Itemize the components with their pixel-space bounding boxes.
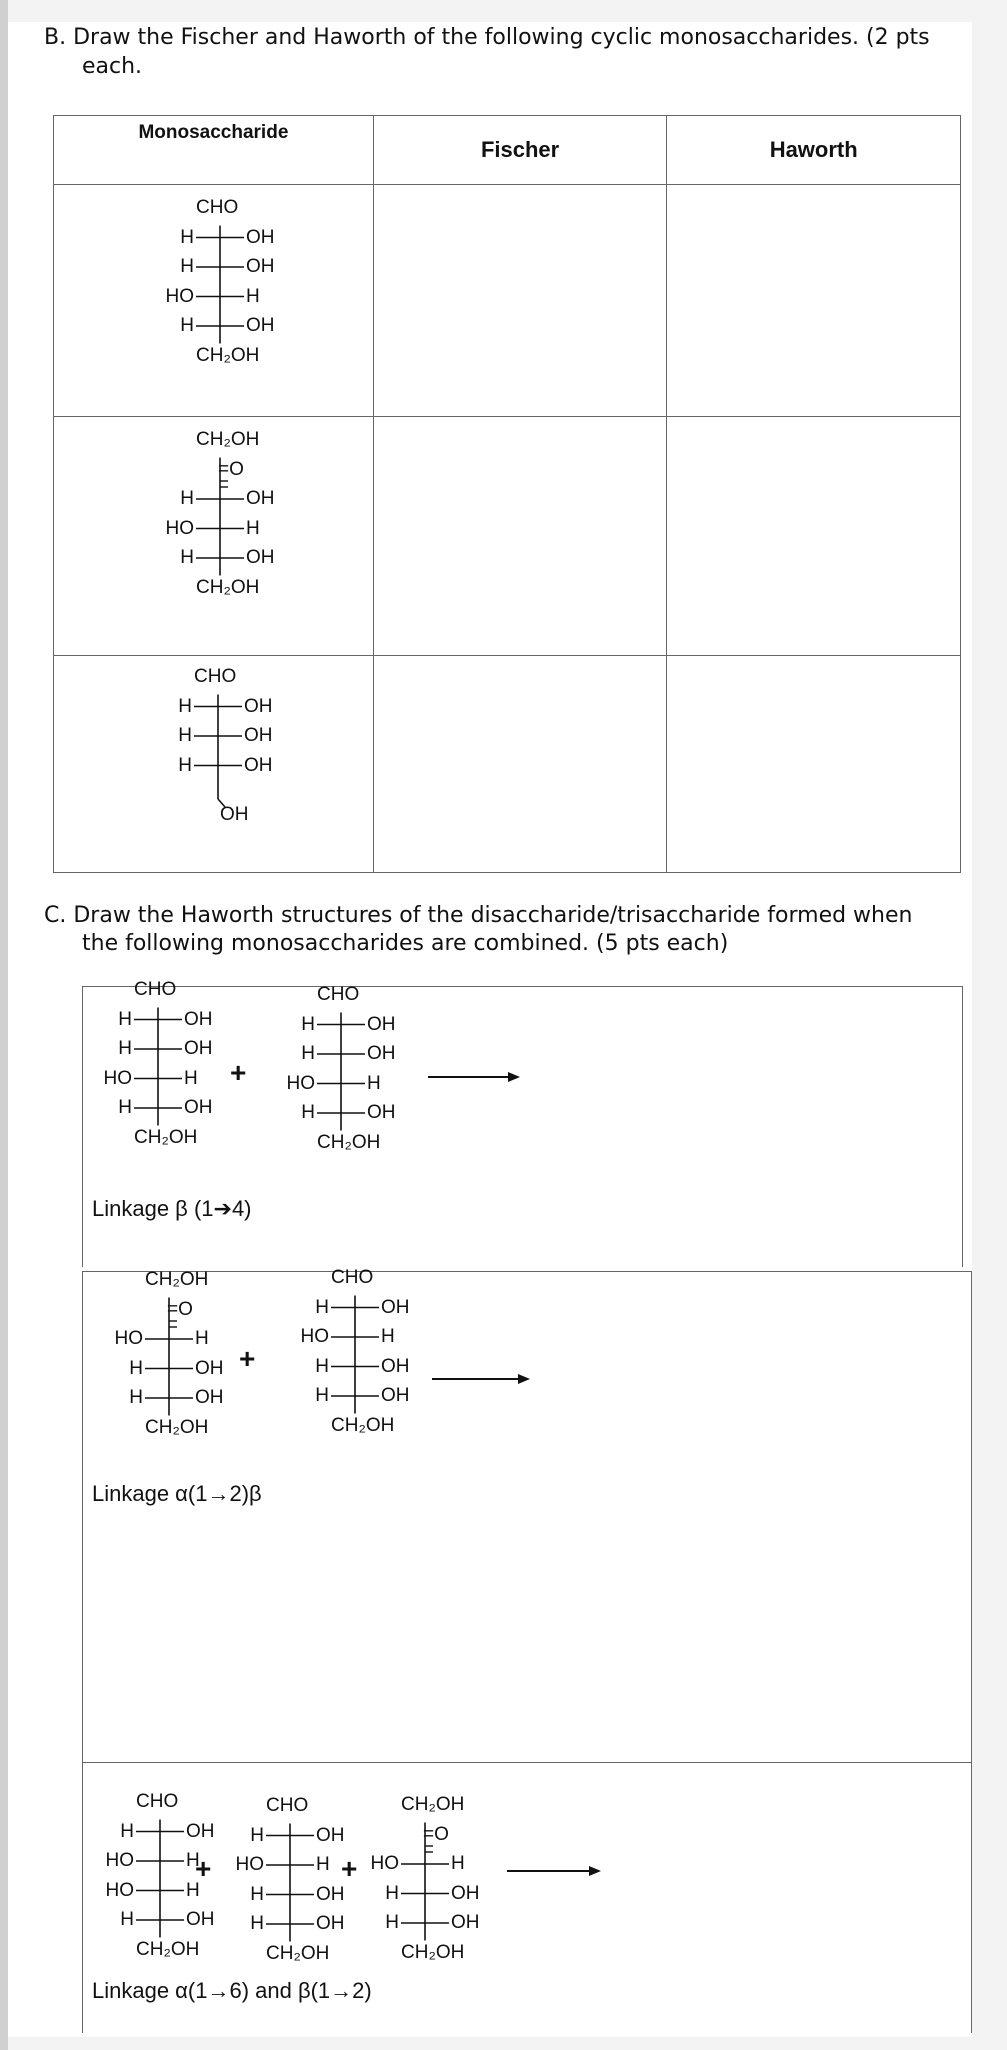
right-substituent: OH bbox=[451, 1882, 480, 1904]
left-substituent: H bbox=[180, 226, 194, 248]
fischer-bottom-group: CH₂OH bbox=[136, 1938, 200, 1960]
left-margin-bar bbox=[0, 0, 8, 2050]
right-substituent: OH bbox=[451, 1912, 480, 1933]
right-substituent: H bbox=[186, 1850, 200, 1871]
plus-sign: + bbox=[230, 1057, 247, 1088]
fischer-top-group: CH₂OH bbox=[145, 1269, 209, 1290]
fischer-answer-cell[interactable] bbox=[373, 417, 667, 656]
left-substituent: HO bbox=[103, 1067, 132, 1089]
right-substituent: H bbox=[451, 1853, 465, 1874]
left-substituent: HO bbox=[105, 1879, 134, 1901]
right-substituent: H bbox=[246, 285, 260, 307]
right-substituent: OH bbox=[381, 1385, 410, 1406]
left-substituent: H bbox=[301, 1043, 315, 1064]
right-substituent: OH bbox=[186, 1909, 215, 1930]
right-substituent: OH bbox=[246, 547, 275, 568]
problem-2-box[interactable] bbox=[82, 1271, 972, 1763]
left-substituent: H bbox=[180, 488, 194, 509]
right-substituent: OH bbox=[316, 1824, 345, 1846]
left-substituent: HO bbox=[165, 285, 194, 307]
right-substituent: H bbox=[316, 1854, 330, 1875]
left-substituent: H bbox=[315, 1385, 329, 1406]
left-substituent: H bbox=[118, 1038, 132, 1059]
haworth-answer-cell[interactable] bbox=[667, 185, 961, 417]
carbonyl-group: =O bbox=[167, 1298, 193, 1320]
linkage-label: Linkage α(1→2)β bbox=[92, 1481, 262, 1506]
left-substituent: H bbox=[178, 725, 192, 746]
right-substituent: OH bbox=[244, 695, 273, 717]
left-substituent: H bbox=[180, 256, 194, 277]
left-substituent: H bbox=[120, 1909, 134, 1930]
section-c-title-line1: C. Draw the Haworth structures of the disaccharide/trisaccharide formed when bbox=[44, 903, 913, 928]
left-substituent: HO bbox=[105, 1850, 134, 1871]
table-header-row bbox=[54, 116, 961, 185]
left-substituent: HO bbox=[300, 1326, 329, 1347]
right-substituent: OH bbox=[184, 1038, 213, 1059]
right-substituent: H bbox=[246, 517, 260, 539]
left-substituent: H bbox=[250, 1883, 264, 1905]
left-substituent: H bbox=[315, 1296, 329, 1318]
left-substituent: HO bbox=[114, 1328, 143, 1349]
linkage-label: Linkage α(1→6) and β(1→2) bbox=[92, 1978, 372, 2003]
right-substituent: OH bbox=[195, 1387, 224, 1408]
right-substituent: OH bbox=[244, 754, 273, 776]
haworth-answer-cell[interactable] bbox=[667, 656, 961, 873]
fischer-bonds bbox=[220, 208, 221, 209]
fischer-top-group: CH₂OH bbox=[196, 429, 260, 450]
fischer-bottom-group: CH₂OH bbox=[134, 1126, 198, 1148]
left-substituent: H bbox=[129, 1357, 143, 1379]
left-substituent: H bbox=[120, 1820, 134, 1842]
section-b-title-line1: B. Draw the Fischer and Haworth of the following cyclic monosaccharides. (2 pts bbox=[44, 25, 930, 50]
right-substituent: H bbox=[367, 1072, 381, 1094]
carbonyl-group: =O bbox=[423, 1823, 449, 1845]
left-substituent: H bbox=[315, 1355, 329, 1377]
left-substituent: H bbox=[250, 1913, 264, 1934]
left-substituent: H bbox=[129, 1387, 143, 1408]
section-c-title-line2: the following monosaccharides are combined. (5 pts each) bbox=[82, 931, 729, 956]
right-substituent: OH bbox=[195, 1357, 224, 1379]
fischer-answer-cell[interactable] bbox=[373, 185, 667, 417]
fischer-bonds bbox=[169, 1280, 170, 1281]
problem-1-box[interactable] bbox=[82, 986, 963, 1267]
right-substituent: H bbox=[195, 1328, 209, 1349]
left-substituent: H bbox=[180, 547, 194, 568]
right-substituent: OH bbox=[184, 1008, 213, 1030]
right-substituent: OH bbox=[381, 1296, 410, 1318]
right-substituent: OH bbox=[186, 1820, 215, 1842]
left-substituent: HO bbox=[370, 1853, 399, 1874]
structure-cell bbox=[54, 185, 374, 417]
fischer-top-group: CHO bbox=[317, 984, 360, 1005]
fischer-bonds bbox=[290, 1806, 291, 1807]
right-substituent: OH bbox=[246, 226, 275, 248]
right-substituent: OH bbox=[367, 1043, 396, 1064]
fischer-bottom-group: CH₂OH bbox=[145, 1416, 209, 1438]
plus-sign: + bbox=[239, 1343, 256, 1374]
left-substituent: HO bbox=[235, 1854, 264, 1875]
fischer-bonds bbox=[218, 677, 219, 678]
right-substituent: OH bbox=[316, 1913, 345, 1934]
right-substituent: H bbox=[381, 1326, 395, 1347]
left-substituent: H bbox=[385, 1882, 399, 1904]
fischer-top-group: CHO bbox=[266, 1795, 309, 1816]
left-substituent: H bbox=[250, 1824, 264, 1846]
right-substituent: OH bbox=[246, 256, 275, 277]
fischer-bonds bbox=[158, 990, 159, 991]
haworth-answer-cell[interactable] bbox=[667, 417, 961, 656]
right-substituent: OH bbox=[316, 1883, 345, 1905]
fischer-tail-group: OH bbox=[220, 804, 249, 825]
right-substituent: OH bbox=[244, 725, 273, 746]
left-substituent: H bbox=[301, 1102, 315, 1123]
fischer-bottom-group: CH₂OH bbox=[196, 576, 260, 598]
plus-sign: + bbox=[195, 1853, 212, 1884]
linkage-label: Linkage β (1➔4) bbox=[92, 1196, 252, 1221]
reaction-arrow bbox=[507, 1863, 508, 1864]
fischer-top-group: CHO bbox=[196, 197, 239, 218]
right-substituent: H bbox=[186, 1879, 200, 1901]
right-substituent: OH bbox=[367, 1013, 396, 1035]
fischer-top-group: CHO bbox=[136, 1791, 179, 1812]
right-substituent: OH bbox=[367, 1102, 396, 1123]
left-substituent: H bbox=[180, 315, 194, 336]
section-b-title-line2: each. bbox=[82, 54, 143, 79]
fischer-top-group: CHO bbox=[194, 666, 237, 687]
left-substituent: H bbox=[178, 695, 192, 717]
fischer-top-group: CHO bbox=[134, 979, 177, 1000]
reaction-arrow bbox=[432, 1371, 433, 1372]
fischer-bonds bbox=[160, 1802, 161, 1803]
structure-cell bbox=[54, 656, 374, 873]
right-substituent: OH bbox=[246, 488, 275, 509]
fischer-bottom-group: CH₂OH bbox=[401, 1941, 465, 1963]
left-substituent: H bbox=[385, 1912, 399, 1933]
col-header-fischer: Fischer bbox=[373, 116, 667, 185]
col-header-haworth: Haworth bbox=[667, 116, 961, 185]
carbonyl-group: =O bbox=[218, 458, 244, 480]
right-substituent: H bbox=[184, 1067, 198, 1089]
fischer-bottom-group: CH₂OH bbox=[196, 344, 260, 366]
right-substituent: OH bbox=[246, 315, 275, 336]
left-substituent: H bbox=[301, 1013, 315, 1035]
fischer-bottom-group: CH₂OH bbox=[317, 1131, 381, 1153]
right-substituent: OH bbox=[184, 1097, 213, 1118]
fischer-bottom-group: CH₂OH bbox=[331, 1414, 395, 1436]
right-substituent: OH bbox=[381, 1355, 410, 1377]
fischer-answer-cell[interactable] bbox=[373, 656, 667, 873]
fischer-bonds bbox=[220, 440, 221, 441]
fischer-top-group: CH₂OH bbox=[401, 1794, 465, 1815]
fischer-top-group: CHO bbox=[331, 1267, 374, 1288]
plus-sign: + bbox=[341, 1853, 358, 1884]
structure-cell bbox=[54, 417, 374, 656]
left-substituent: HO bbox=[286, 1072, 315, 1094]
col-header-monosaccharide: Monosaccharide bbox=[54, 116, 374, 185]
left-substituent: H bbox=[118, 1097, 132, 1118]
reaction-arrow bbox=[428, 1069, 429, 1070]
left-substituent: H bbox=[118, 1008, 132, 1030]
fischer-bonds bbox=[425, 1805, 426, 1806]
fischer-bonds bbox=[341, 995, 342, 996]
fischer-bottom-group: CH₂OH bbox=[266, 1942, 330, 1964]
left-substituent: H bbox=[178, 754, 192, 776]
fischer-bonds bbox=[355, 1278, 356, 1279]
left-substituent: HO bbox=[165, 517, 194, 539]
